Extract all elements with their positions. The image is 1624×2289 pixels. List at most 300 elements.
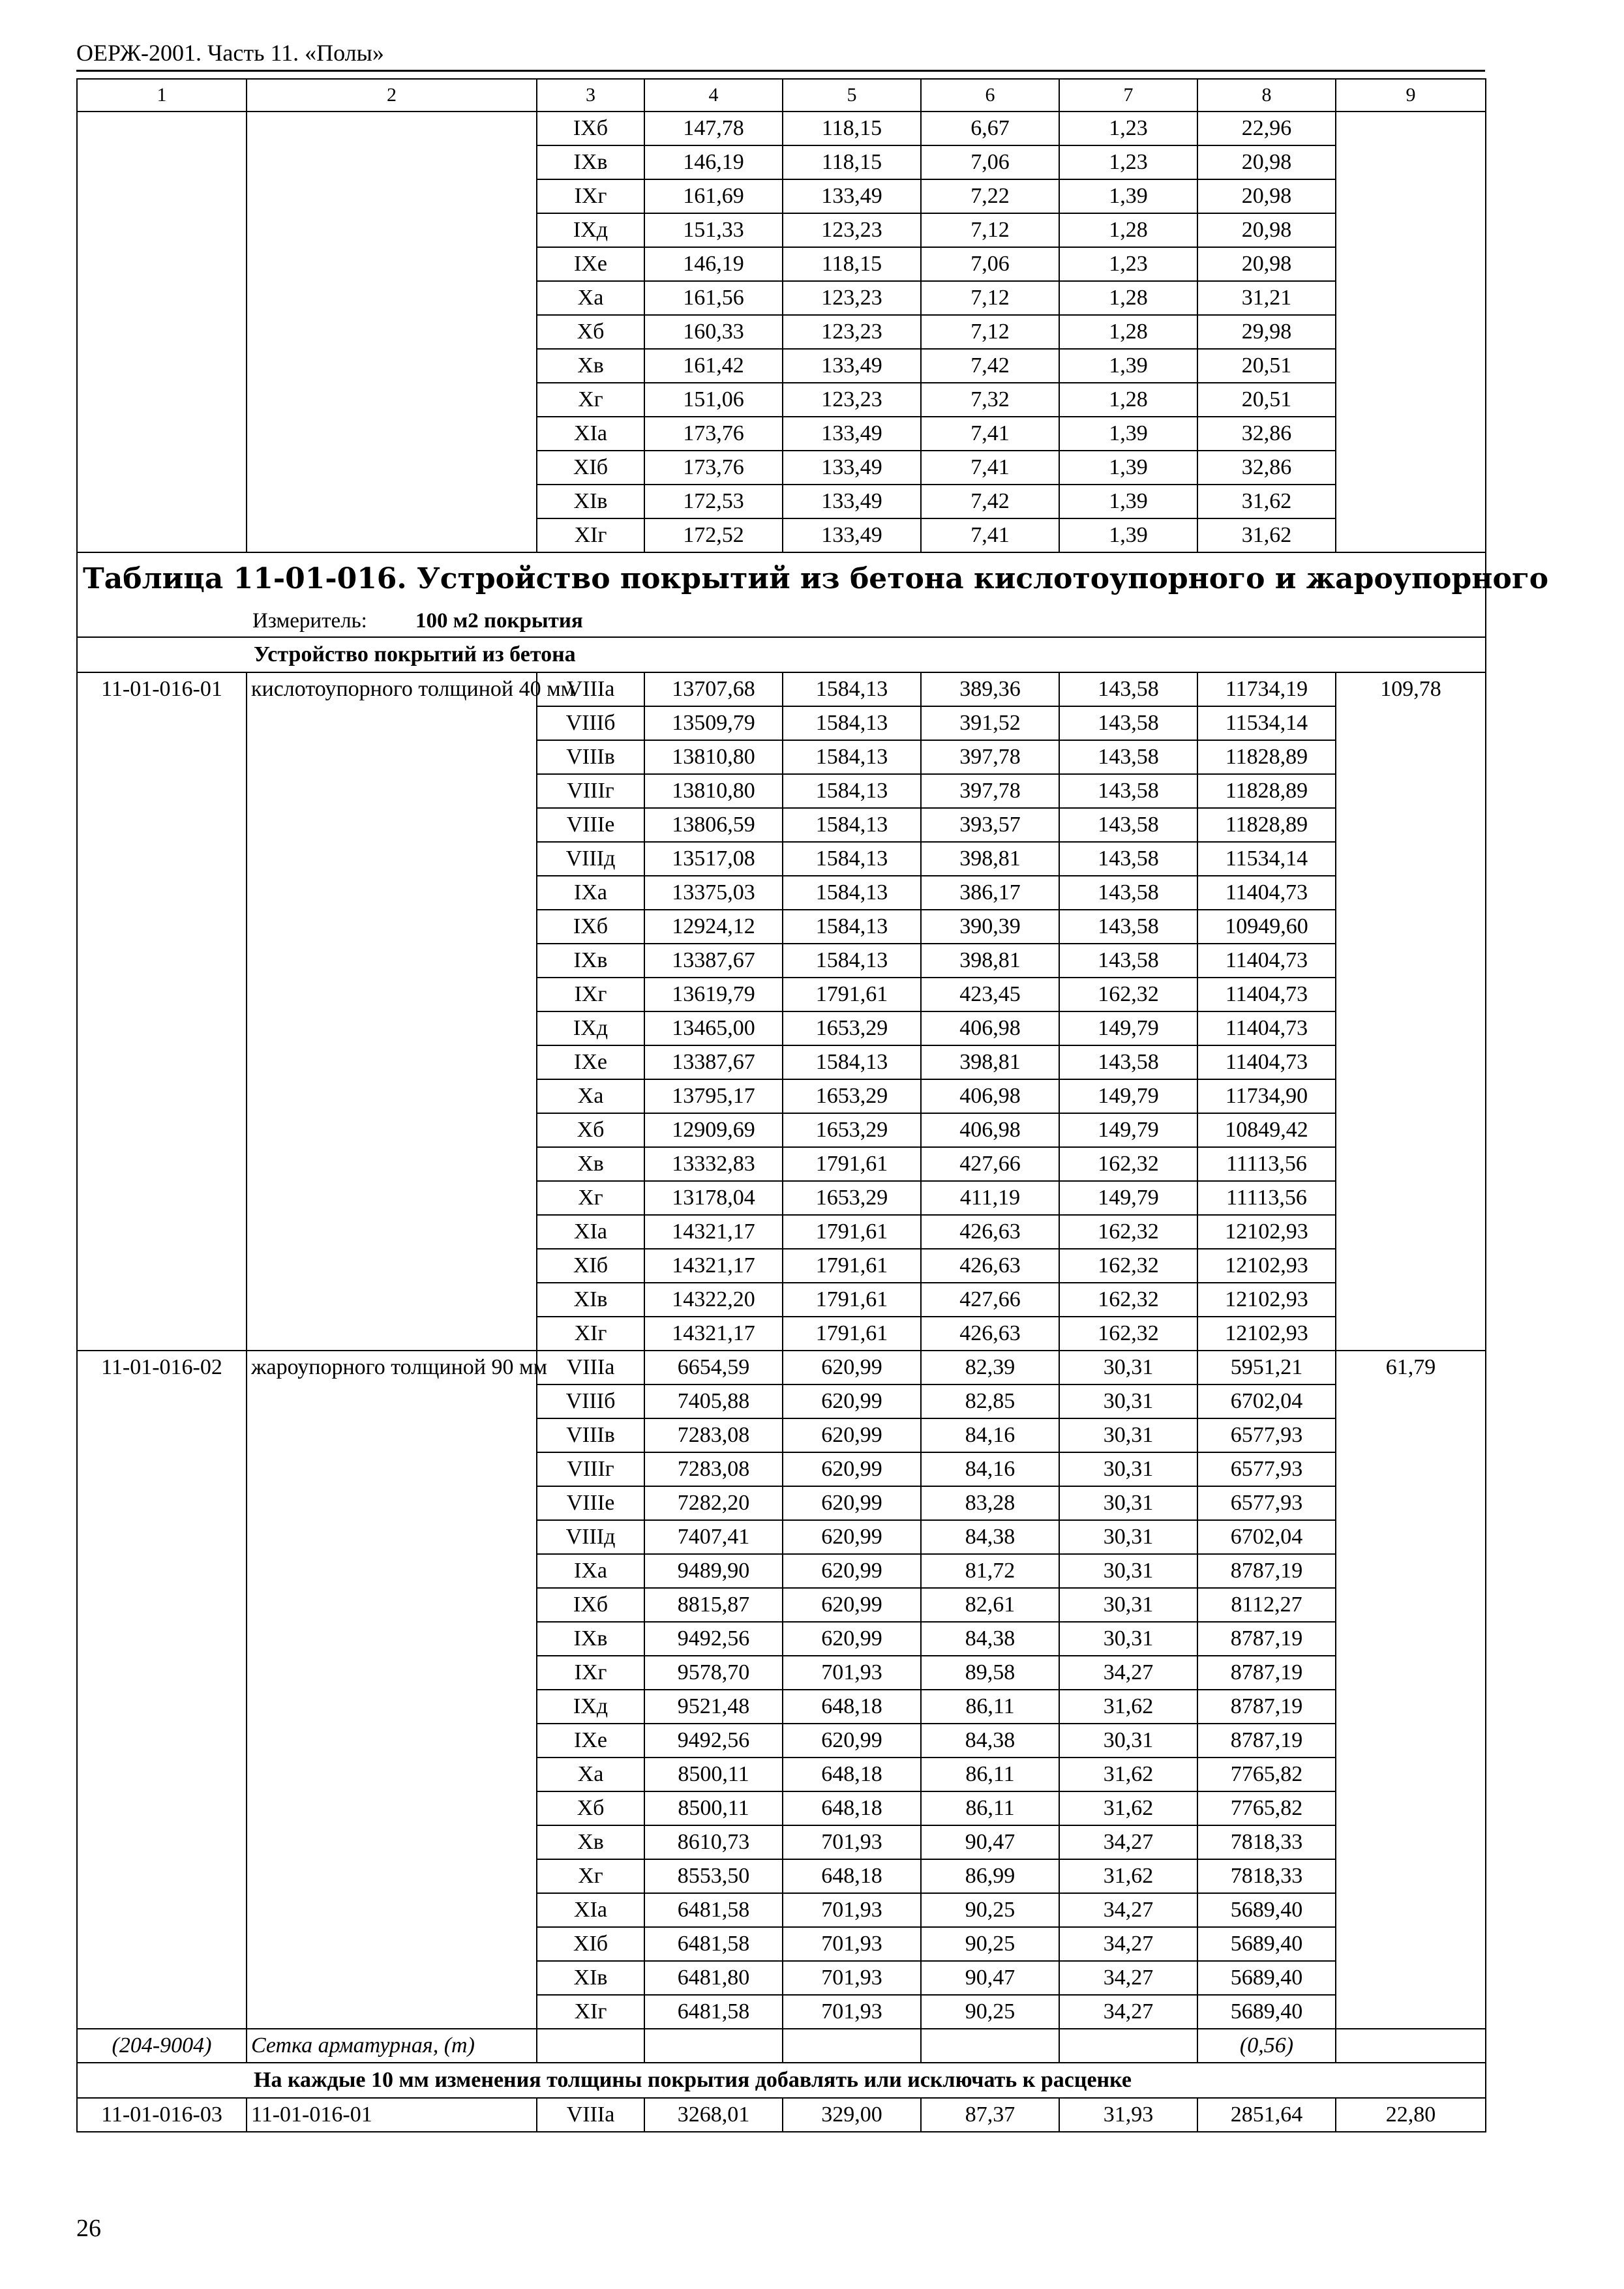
materials-cell: 6702,04 [1197, 1384, 1336, 1418]
zone-cell: IXб [537, 910, 644, 944]
total-cost-cell: 161,69 [644, 179, 783, 213]
materials-cell: 6577,93 [1197, 1452, 1336, 1486]
machines-cell: 90,25 [921, 1995, 1059, 2029]
meter-cell [77, 605, 1486, 637]
column-number: 6 [921, 79, 1059, 112]
materials-cell: 11404,73 [1197, 944, 1336, 978]
wages-cell: 123,23 [783, 315, 921, 349]
machinist-wages-cell: 30,31 [1059, 1351, 1197, 1384]
machines-cell: 90,25 [921, 1927, 1059, 1961]
wages-cell: 1584,13 [783, 910, 921, 944]
machinist-wages-cell: 1,39 [1059, 349, 1197, 383]
materials-cell: 12102,93 [1197, 1317, 1336, 1351]
table-row [77, 1351, 1486, 1384]
zone-cell: XIв [537, 485, 644, 518]
machinist-wages-cell: 30,31 [1059, 1724, 1197, 1758]
wages-cell: 118,15 [783, 247, 921, 281]
rate-description: 11-01-016-01 [247, 2098, 537, 2132]
zone-cell: IXд [537, 1690, 644, 1724]
total-cost-cell: 6481,58 [644, 1995, 783, 2029]
total-cost-cell: 9489,90 [644, 1554, 783, 1588]
wages-cell: 701,93 [783, 1656, 921, 1690]
zone-cell: IXб [537, 112, 644, 145]
materials-cell: 11734,90 [1197, 1079, 1336, 1113]
machines-cell: 386,17 [921, 876, 1059, 910]
machinist-wages-cell: 1,23 [1059, 247, 1197, 281]
total-cost-cell: 14322,20 [644, 1283, 783, 1317]
materials-cell: 11534,14 [1197, 706, 1336, 740]
materials-cell: 7818,33 [1197, 1859, 1336, 1893]
wages-cell: 1791,61 [783, 978, 921, 1011]
total-cost-cell: 13795,17 [644, 1079, 783, 1113]
machinist-wages-cell: 143,58 [1059, 706, 1197, 740]
total-cost-cell: 6654,59 [644, 1351, 783, 1384]
zone-cell: IXг [537, 179, 644, 213]
total-cost-cell: 8500,11 [644, 1758, 783, 1791]
zone-cell: VIIIа [537, 672, 644, 706]
machinist-wages-cell: 1,23 [1059, 145, 1197, 179]
zone-cell: Xб [537, 315, 644, 349]
materials-cell: 11404,73 [1197, 876, 1336, 910]
machinist-wages-cell: 143,58 [1059, 944, 1197, 978]
total-cost-cell: 9492,56 [644, 1724, 783, 1758]
zone-cell: VIIIе [537, 808, 644, 842]
wages-cell: 701,93 [783, 1893, 921, 1927]
wages-cell: 133,49 [783, 451, 921, 485]
wages-cell: 123,23 [783, 383, 921, 417]
machinist-wages-cell: 34,27 [1059, 1961, 1197, 1995]
total-cost-cell: 7283,08 [644, 1452, 783, 1486]
machines-cell: 7,12 [921, 213, 1059, 247]
total-cost-cell: 151,33 [644, 213, 783, 247]
machinist-wages-cell: 31,62 [1059, 1791, 1197, 1825]
machinist-wages-cell: 30,31 [1059, 1486, 1197, 1520]
materials-cell: 20,98 [1197, 247, 1336, 281]
labor-cell: 109,78 [1336, 672, 1486, 1351]
wages-cell: 1584,13 [783, 842, 921, 876]
wages-cell: 133,49 [783, 485, 921, 518]
machines-cell: 390,39 [921, 910, 1059, 944]
wages-cell: 620,99 [783, 1351, 921, 1384]
machinist-wages-cell: 1,39 [1059, 451, 1197, 485]
total-cost-cell: 13810,80 [644, 774, 783, 808]
total-cost-cell: 7283,08 [644, 1418, 783, 1452]
machinist-wages-cell: 149,79 [1059, 1079, 1197, 1113]
machines-cell: 7,12 [921, 315, 1059, 349]
zone-cell: XIг [537, 518, 644, 552]
header-rule [76, 70, 1485, 72]
total-cost-cell: 8815,87 [644, 1588, 783, 1622]
machines-cell: 84,16 [921, 1452, 1059, 1486]
machinist-wages-cell: 1,23 [1059, 112, 1197, 145]
materials-cell: 8787,19 [1197, 1554, 1336, 1588]
machinist-wages-cell: 30,31 [1059, 1622, 1197, 1656]
total-cost-cell: 160,33 [644, 315, 783, 349]
machines-cell: 84,16 [921, 1418, 1059, 1452]
machinist-wages-cell: 1,39 [1059, 417, 1197, 451]
wages-cell: 118,15 [783, 112, 921, 145]
wages-cell: 648,18 [783, 1758, 921, 1791]
machinist-wages-cell: 34,27 [1059, 1656, 1197, 1690]
page-number: 26 [76, 2215, 101, 2242]
total-cost-cell: 13517,08 [644, 842, 783, 876]
wages-cell: 648,18 [783, 1690, 921, 1724]
machines-cell: 398,81 [921, 842, 1059, 876]
column-number: 5 [783, 79, 921, 112]
rates-table [76, 78, 1549, 2132]
empty-cell [1059, 2029, 1197, 2063]
zone-cell: VIIIг [537, 1452, 644, 1486]
machinist-wages-cell: 149,79 [1059, 1181, 1197, 1215]
table-title: Таблица 11-01-016. Устройство покрытий из бетона кислотоупорного и жароупорного [77, 552, 1486, 605]
materials-cell: 7765,82 [1197, 1758, 1336, 1791]
machines-cell: 82,61 [921, 1588, 1059, 1622]
machinist-wages-cell: 143,58 [1059, 672, 1197, 706]
zone-cell: VIIIе [537, 1486, 644, 1520]
materials-cell: 5689,40 [1197, 1995, 1336, 2029]
machinist-wages-cell: 30,31 [1059, 1588, 1197, 1622]
machinist-wages-cell: 143,58 [1059, 876, 1197, 910]
machines-cell: 83,28 [921, 1486, 1059, 1520]
machines-cell: 86,99 [921, 1859, 1059, 1893]
zone-cell: IXг [537, 978, 644, 1011]
machinist-wages-cell: 30,31 [1059, 1452, 1197, 1486]
code-cell-empty [77, 112, 247, 552]
zone-cell: Xг [537, 1181, 644, 1215]
empty-cell [537, 2029, 644, 2063]
materials-cell: 6577,93 [1197, 1486, 1336, 1520]
machinist-wages-cell: 162,32 [1059, 1249, 1197, 1283]
machinist-wages-cell: 31,62 [1059, 1758, 1197, 1791]
machines-cell: 7,22 [921, 179, 1059, 213]
machines-cell: 397,78 [921, 740, 1059, 774]
machines-cell: 7,12 [921, 281, 1059, 315]
materials-cell: 10949,60 [1197, 910, 1336, 944]
zone-cell: Xв [537, 1147, 644, 1181]
zone-cell: XIб [537, 451, 644, 485]
machinist-wages-cell: 143,58 [1059, 842, 1197, 876]
total-cost-cell: 7282,20 [644, 1486, 783, 1520]
total-cost-cell: 173,76 [644, 417, 783, 451]
total-cost-cell: 13619,79 [644, 978, 783, 1011]
total-cost-cell: 161,42 [644, 349, 783, 383]
empty-cell [644, 2029, 783, 2063]
zone-cell: VIIIа [537, 1351, 644, 1384]
machinist-wages-cell: 143,58 [1059, 910, 1197, 944]
machines-cell: 90,47 [921, 1961, 1059, 1995]
machinist-wages-cell: 34,27 [1059, 1927, 1197, 1961]
machines-cell: 87,37 [921, 2098, 1059, 2132]
column-numbers-row [77, 79, 1486, 112]
zone-cell: VIIIа [537, 2098, 644, 2132]
machinist-wages-cell: 30,31 [1059, 1520, 1197, 1554]
wages-cell: 648,18 [783, 1859, 921, 1893]
wages-cell: 620,99 [783, 1486, 921, 1520]
table-row [77, 112, 1486, 145]
meter-value: 100 м2 покрытия [415, 609, 583, 633]
page-header: ОЕРЖ-2001. Часть 11. «Полы» [76, 40, 384, 66]
materials-cell: 20,98 [1197, 145, 1336, 179]
machinist-wages-cell: 31,93 [1059, 2098, 1197, 2132]
wages-cell: 133,49 [783, 417, 921, 451]
materials-cell: 8112,27 [1197, 1588, 1336, 1622]
machines-cell: 6,67 [921, 112, 1059, 145]
machinist-wages-cell: 162,32 [1059, 1147, 1197, 1181]
wages-cell: 133,49 [783, 518, 921, 552]
materials-cell: 11828,89 [1197, 774, 1336, 808]
total-cost-cell: 6481,80 [644, 1961, 783, 1995]
machines-cell: 7,41 [921, 417, 1059, 451]
materials-cell: 31,62 [1197, 485, 1336, 518]
machinist-wages-cell: 162,32 [1059, 978, 1197, 1011]
material-quantity: (0,56) [1197, 2029, 1336, 2063]
total-cost-cell: 13178,04 [644, 1181, 783, 1215]
column-number: 2 [247, 79, 537, 112]
total-cost-cell: 14321,17 [644, 1249, 783, 1283]
machines-cell: 7,42 [921, 485, 1059, 518]
wages-cell: 620,99 [783, 1588, 921, 1622]
wages-cell: 701,93 [783, 1961, 921, 1995]
zone-cell: IXе [537, 1724, 644, 1758]
zone-cell: Xв [537, 349, 644, 383]
total-cost-cell: 173,76 [644, 451, 783, 485]
zone-cell: Xа [537, 1758, 644, 1791]
materials-cell: 8787,19 [1197, 1656, 1336, 1690]
zone-cell: IXд [537, 213, 644, 247]
column-number: 3 [537, 79, 644, 112]
total-cost-cell: 172,53 [644, 485, 783, 518]
machinist-wages-cell: 162,32 [1059, 1317, 1197, 1351]
zone-cell: Xа [537, 281, 644, 315]
materials-cell: 2851,64 [1197, 2098, 1336, 2132]
wages-cell: 1584,13 [783, 1045, 921, 1079]
meter-label: Измеритель: [252, 609, 367, 633]
column-number: 1 [77, 79, 247, 112]
zone-cell: IXе [537, 247, 644, 281]
labor-cell: 61,79 [1336, 1351, 1486, 2029]
wages-cell: 1791,61 [783, 1147, 921, 1181]
machinist-wages-cell: 1,39 [1059, 485, 1197, 518]
table-row [77, 672, 1486, 706]
materials-cell: 32,86 [1197, 451, 1336, 485]
rate-description: кислотоупорного толщиной 40 мм [247, 672, 537, 1351]
machines-cell: 398,81 [921, 1045, 1059, 1079]
wages-cell: 701,93 [783, 1825, 921, 1859]
machinist-wages-cell: 31,62 [1059, 1690, 1197, 1724]
zone-cell: XIг [537, 1317, 644, 1351]
materials-cell: 22,96 [1197, 112, 1336, 145]
material-name: Сетка арматурная, (т) [247, 2029, 537, 2063]
wages-cell: 1584,13 [783, 672, 921, 706]
total-cost-cell: 14321,17 [644, 1317, 783, 1351]
material-row [77, 2029, 1486, 2063]
materials-cell: 10849,42 [1197, 1113, 1336, 1147]
total-cost-cell: 8500,11 [644, 1791, 783, 1825]
materials-cell: 5689,40 [1197, 1893, 1336, 1927]
wages-cell: 701,93 [783, 1995, 921, 2029]
machines-cell: 84,38 [921, 1622, 1059, 1656]
machinist-wages-cell: 1,39 [1059, 518, 1197, 552]
total-cost-cell: 151,06 [644, 383, 783, 417]
machines-cell: 86,11 [921, 1758, 1059, 1791]
machinist-wages-cell: 143,58 [1059, 774, 1197, 808]
total-cost-cell: 3268,01 [644, 2098, 783, 2132]
wages-cell: 620,99 [783, 1452, 921, 1486]
total-cost-cell: 12924,12 [644, 910, 783, 944]
total-cost-cell: 13509,79 [644, 706, 783, 740]
total-cost-cell: 14321,17 [644, 1215, 783, 1249]
total-cost-cell: 13465,00 [644, 1011, 783, 1045]
machines-cell: 406,98 [921, 1079, 1059, 1113]
machines-cell: 406,98 [921, 1011, 1059, 1045]
machines-cell: 426,63 [921, 1215, 1059, 1249]
total-cost-cell: 13707,68 [644, 672, 783, 706]
machines-cell: 426,63 [921, 1249, 1059, 1283]
total-cost-cell: 13387,67 [644, 1045, 783, 1079]
total-cost-cell: 8610,73 [644, 1825, 783, 1859]
rate-description: жароупорного толщиной 90 мм [247, 1351, 537, 2029]
rate-code: 11-01-016-01 [77, 672, 247, 1351]
materials-cell: 8787,19 [1197, 1622, 1336, 1656]
machines-cell: 427,66 [921, 1283, 1059, 1317]
zone-cell: XIб [537, 1927, 644, 1961]
materials-cell: 5689,40 [1197, 1927, 1336, 1961]
machinist-wages-cell: 1,28 [1059, 315, 1197, 349]
materials-cell: 12102,93 [1197, 1283, 1336, 1317]
materials-cell: 11404,73 [1197, 1011, 1336, 1045]
wages-cell: 620,99 [783, 1554, 921, 1588]
zone-cell: IXа [537, 1554, 644, 1588]
machines-cell: 393,57 [921, 808, 1059, 842]
machines-cell: 82,39 [921, 1351, 1059, 1384]
machines-cell: 427,66 [921, 1147, 1059, 1181]
zone-cell: VIIIд [537, 1520, 644, 1554]
machinist-wages-cell: 149,79 [1059, 1011, 1197, 1045]
total-cost-cell: 13375,03 [644, 876, 783, 910]
total-cost-cell: 9492,56 [644, 1622, 783, 1656]
materials-cell: 7818,33 [1197, 1825, 1336, 1859]
materials-cell: 12102,93 [1197, 1249, 1336, 1283]
machines-cell: 90,47 [921, 1825, 1059, 1859]
wages-cell: 1584,13 [783, 774, 921, 808]
materials-cell: 11828,89 [1197, 740, 1336, 774]
wages-cell: 1653,29 [783, 1079, 921, 1113]
materials-cell: 20,98 [1197, 213, 1336, 247]
wages-cell: 620,99 [783, 1520, 921, 1554]
machines-cell: 86,11 [921, 1791, 1059, 1825]
zone-cell: VIIIв [537, 1418, 644, 1452]
zone-cell: XIа [537, 1215, 644, 1249]
zone-cell: Xг [537, 383, 644, 417]
materials-cell: 11828,89 [1197, 808, 1336, 842]
material-code: (204-9004) [77, 2029, 247, 2063]
machines-cell: 86,11 [921, 1690, 1059, 1724]
addition-title: На каждые 10 мм изменения толщины покрытия добавлять или исключать к расценке [77, 2063, 1486, 2098]
machinist-wages-cell: 143,58 [1059, 740, 1197, 774]
machinist-wages-cell: 162,32 [1059, 1215, 1197, 1249]
materials-cell: 11113,56 [1197, 1181, 1336, 1215]
wages-cell: 1653,29 [783, 1011, 921, 1045]
column-number: 4 [644, 79, 783, 112]
addition-title-row [77, 2063, 1486, 2098]
machinist-wages-cell: 34,27 [1059, 1825, 1197, 1859]
zone-cell: VIIIг [537, 774, 644, 808]
machinist-wages-cell: 1,39 [1059, 179, 1197, 213]
wages-cell: 1791,61 [783, 1283, 921, 1317]
wages-cell: 1791,61 [783, 1249, 921, 1283]
wages-cell: 1791,61 [783, 1215, 921, 1249]
wages-cell: 1584,13 [783, 706, 921, 740]
materials-cell: 29,98 [1197, 315, 1336, 349]
machines-cell: 389,36 [921, 672, 1059, 706]
zone-cell: Xб [537, 1113, 644, 1147]
zone-cell: IXа [537, 876, 644, 910]
materials-cell: 11404,73 [1197, 978, 1336, 1011]
machinist-wages-cell: 162,32 [1059, 1283, 1197, 1317]
wages-cell: 701,93 [783, 1927, 921, 1961]
total-cost-cell: 7407,41 [644, 1520, 783, 1554]
machinist-wages-cell: 34,27 [1059, 1893, 1197, 1927]
machines-cell: 81,72 [921, 1554, 1059, 1588]
machines-cell: 7,06 [921, 145, 1059, 179]
zone-cell: Xв [537, 1825, 644, 1859]
zone-cell: XIг [537, 1995, 644, 2029]
labor-cell: 22,80 [1336, 2098, 1486, 2132]
rate-code: 11-01-016-03 [77, 2098, 247, 2132]
machines-cell: 426,63 [921, 1317, 1059, 1351]
zone-cell: VIIIв [537, 740, 644, 774]
total-cost-cell: 9521,48 [644, 1690, 783, 1724]
machines-cell: 84,38 [921, 1724, 1059, 1758]
total-cost-cell: 13387,67 [644, 944, 783, 978]
description-cell-empty [247, 112, 537, 552]
machinist-wages-cell: 1,28 [1059, 281, 1197, 315]
machinist-wages-cell: 1,28 [1059, 213, 1197, 247]
materials-cell: 8787,19 [1197, 1690, 1336, 1724]
machines-cell: 7,06 [921, 247, 1059, 281]
materials-cell: 5689,40 [1197, 1961, 1336, 1995]
wages-cell: 123,23 [783, 213, 921, 247]
zone-cell: IXг [537, 1656, 644, 1690]
zone-cell: VIIIд [537, 842, 644, 876]
machines-cell: 7,41 [921, 451, 1059, 485]
total-cost-cell: 146,19 [644, 145, 783, 179]
empty-cell [1336, 2029, 1486, 2063]
zone-cell: XIа [537, 1893, 644, 1927]
wages-cell: 133,49 [783, 179, 921, 213]
machinist-wages-cell: 31,62 [1059, 1859, 1197, 1893]
machinist-wages-cell: 143,58 [1059, 1045, 1197, 1079]
machines-cell: 7,32 [921, 383, 1059, 417]
machinist-wages-cell: 30,31 [1059, 1418, 1197, 1452]
materials-cell: 20,98 [1197, 179, 1336, 213]
total-cost-cell: 9578,70 [644, 1656, 783, 1690]
total-cost-cell: 147,78 [644, 112, 783, 145]
zone-cell: XIб [537, 1249, 644, 1283]
wages-cell: 620,99 [783, 1724, 921, 1758]
zone-cell: XIв [537, 1961, 644, 1995]
machinist-wages-cell: 30,31 [1059, 1384, 1197, 1418]
materials-cell: 20,51 [1197, 383, 1336, 417]
machines-cell: 82,85 [921, 1384, 1059, 1418]
zone-cell: XIв [537, 1283, 644, 1317]
section-title-row [77, 637, 1486, 672]
wages-cell: 1584,13 [783, 808, 921, 842]
rate-code: 11-01-016-02 [77, 1351, 247, 2029]
table-row [77, 2098, 1486, 2132]
materials-cell: 31,21 [1197, 281, 1336, 315]
meter-row [77, 605, 1486, 637]
